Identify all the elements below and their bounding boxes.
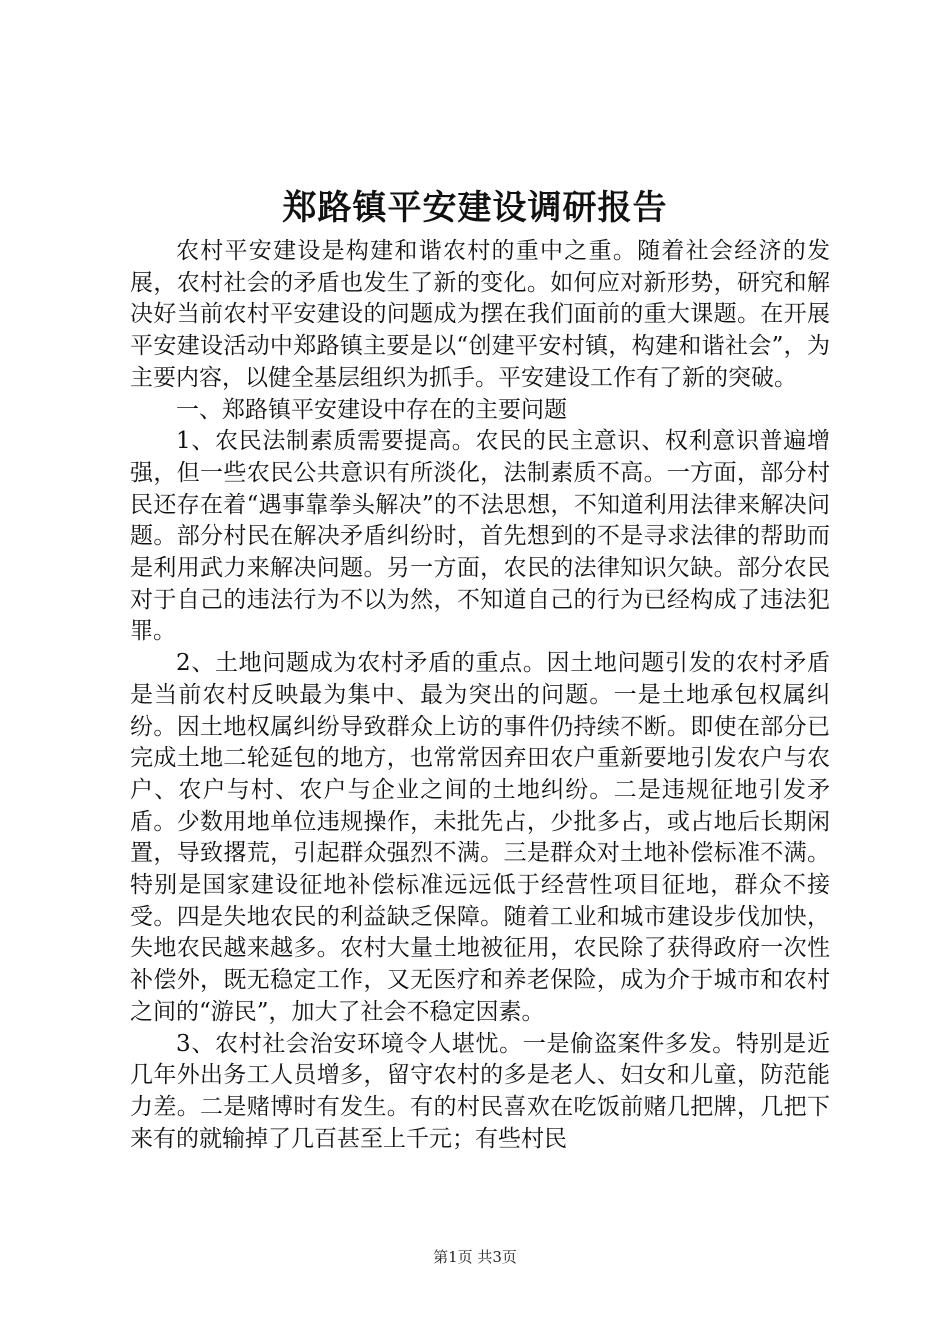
paragraph-point-1: 1、农民法制素质需要提高。农民的民主意识、权利意识普遍增强，但一些农民公共意识有所淡化，法制素质不高。一方面，部分村民还存在着“遇事靠拳头解决”的不法思想，不知道利用法律来解决问题。部分村民在解决矛盾纠纷时，首先想到的不是寻求法律的帮助而是利用武力来解决问题。另一方面，农民的法律知识欠缺。部分农民对于自己的违法行为不以为然，不知道自己的行为已经构成了违法犯罪。: [130, 428, 830, 645]
document-title: 郑路镇平安建设调研报告: [282, 188, 668, 228]
section-heading: 一、郑路镇平安建设中存在的主要问题: [176, 396, 567, 423]
page-footer: [0, 1247, 950, 1267]
paragraph-point-2: 2、土地问题成为农村矛盾的重点。因土地问题引发的农村矛盾是当前农村反映最为集中、最为突出的问题。一是土地承包权属纠纷。因土地权属纠纷导致群众上访的事件仍持续不断。即使在部分已完成土地二轮延包的地方，也常常因弃田农户重新要地引发农户与农户、农户与村、农户与企业之间的土地纠纷。二是违规征地引发矛盾。少数用地单位违规操作，未批先占，少批多占，或占地后长期闲置，导致撂荒，引起群众强烈不满。三是群众对土地补偿标准不满。特别是国家建设征地补偿标准远远低于经营性项目征地，群众不接受。四是失地农民的利益缺乏保障。随着工业和城市建设步伐加快，失地农民越来越多。农村大量土地被征用，农民除了获得政府一次性补偿外，既无稳定工作，又无医疗和养老保险，成为介于城市和农村之间的“游民”，加大了社会不稳定因素。: [130, 650, 830, 1025]
paragraph-point-3: 3、农村社会治安环境令人堪忧。一是偷盗案件多发。特别是近几年外出务工人员增多，留守农村的多是老人、妇女和儿童，防范能力差。二是赌博时有发生。有的村民喜欢在吃饭前赌几把牌，几把下来有的就输掉了几百甚至上千元；有些村民: [130, 1030, 830, 1152]
paragraph-intro: 农村平安建设是构建和谐农村的重中之重。随着社会经济的发展，农村社会的矛盾也发生了新的变化。如何应对新形势，研究和解决好当前农村平安建设的问题成为摆在我们面前的重大课题。在开展平安建设活动中郑路镇主要是以“创建平安村镇，构建和谐社会”，为主要内容，以健全基层组织为抓手。平安建设工作有了新的突破。: [130, 238, 830, 391]
page-indicator: 第1页 共3页: [433, 1248, 517, 1266]
document-body: [130, 236, 830, 1155]
